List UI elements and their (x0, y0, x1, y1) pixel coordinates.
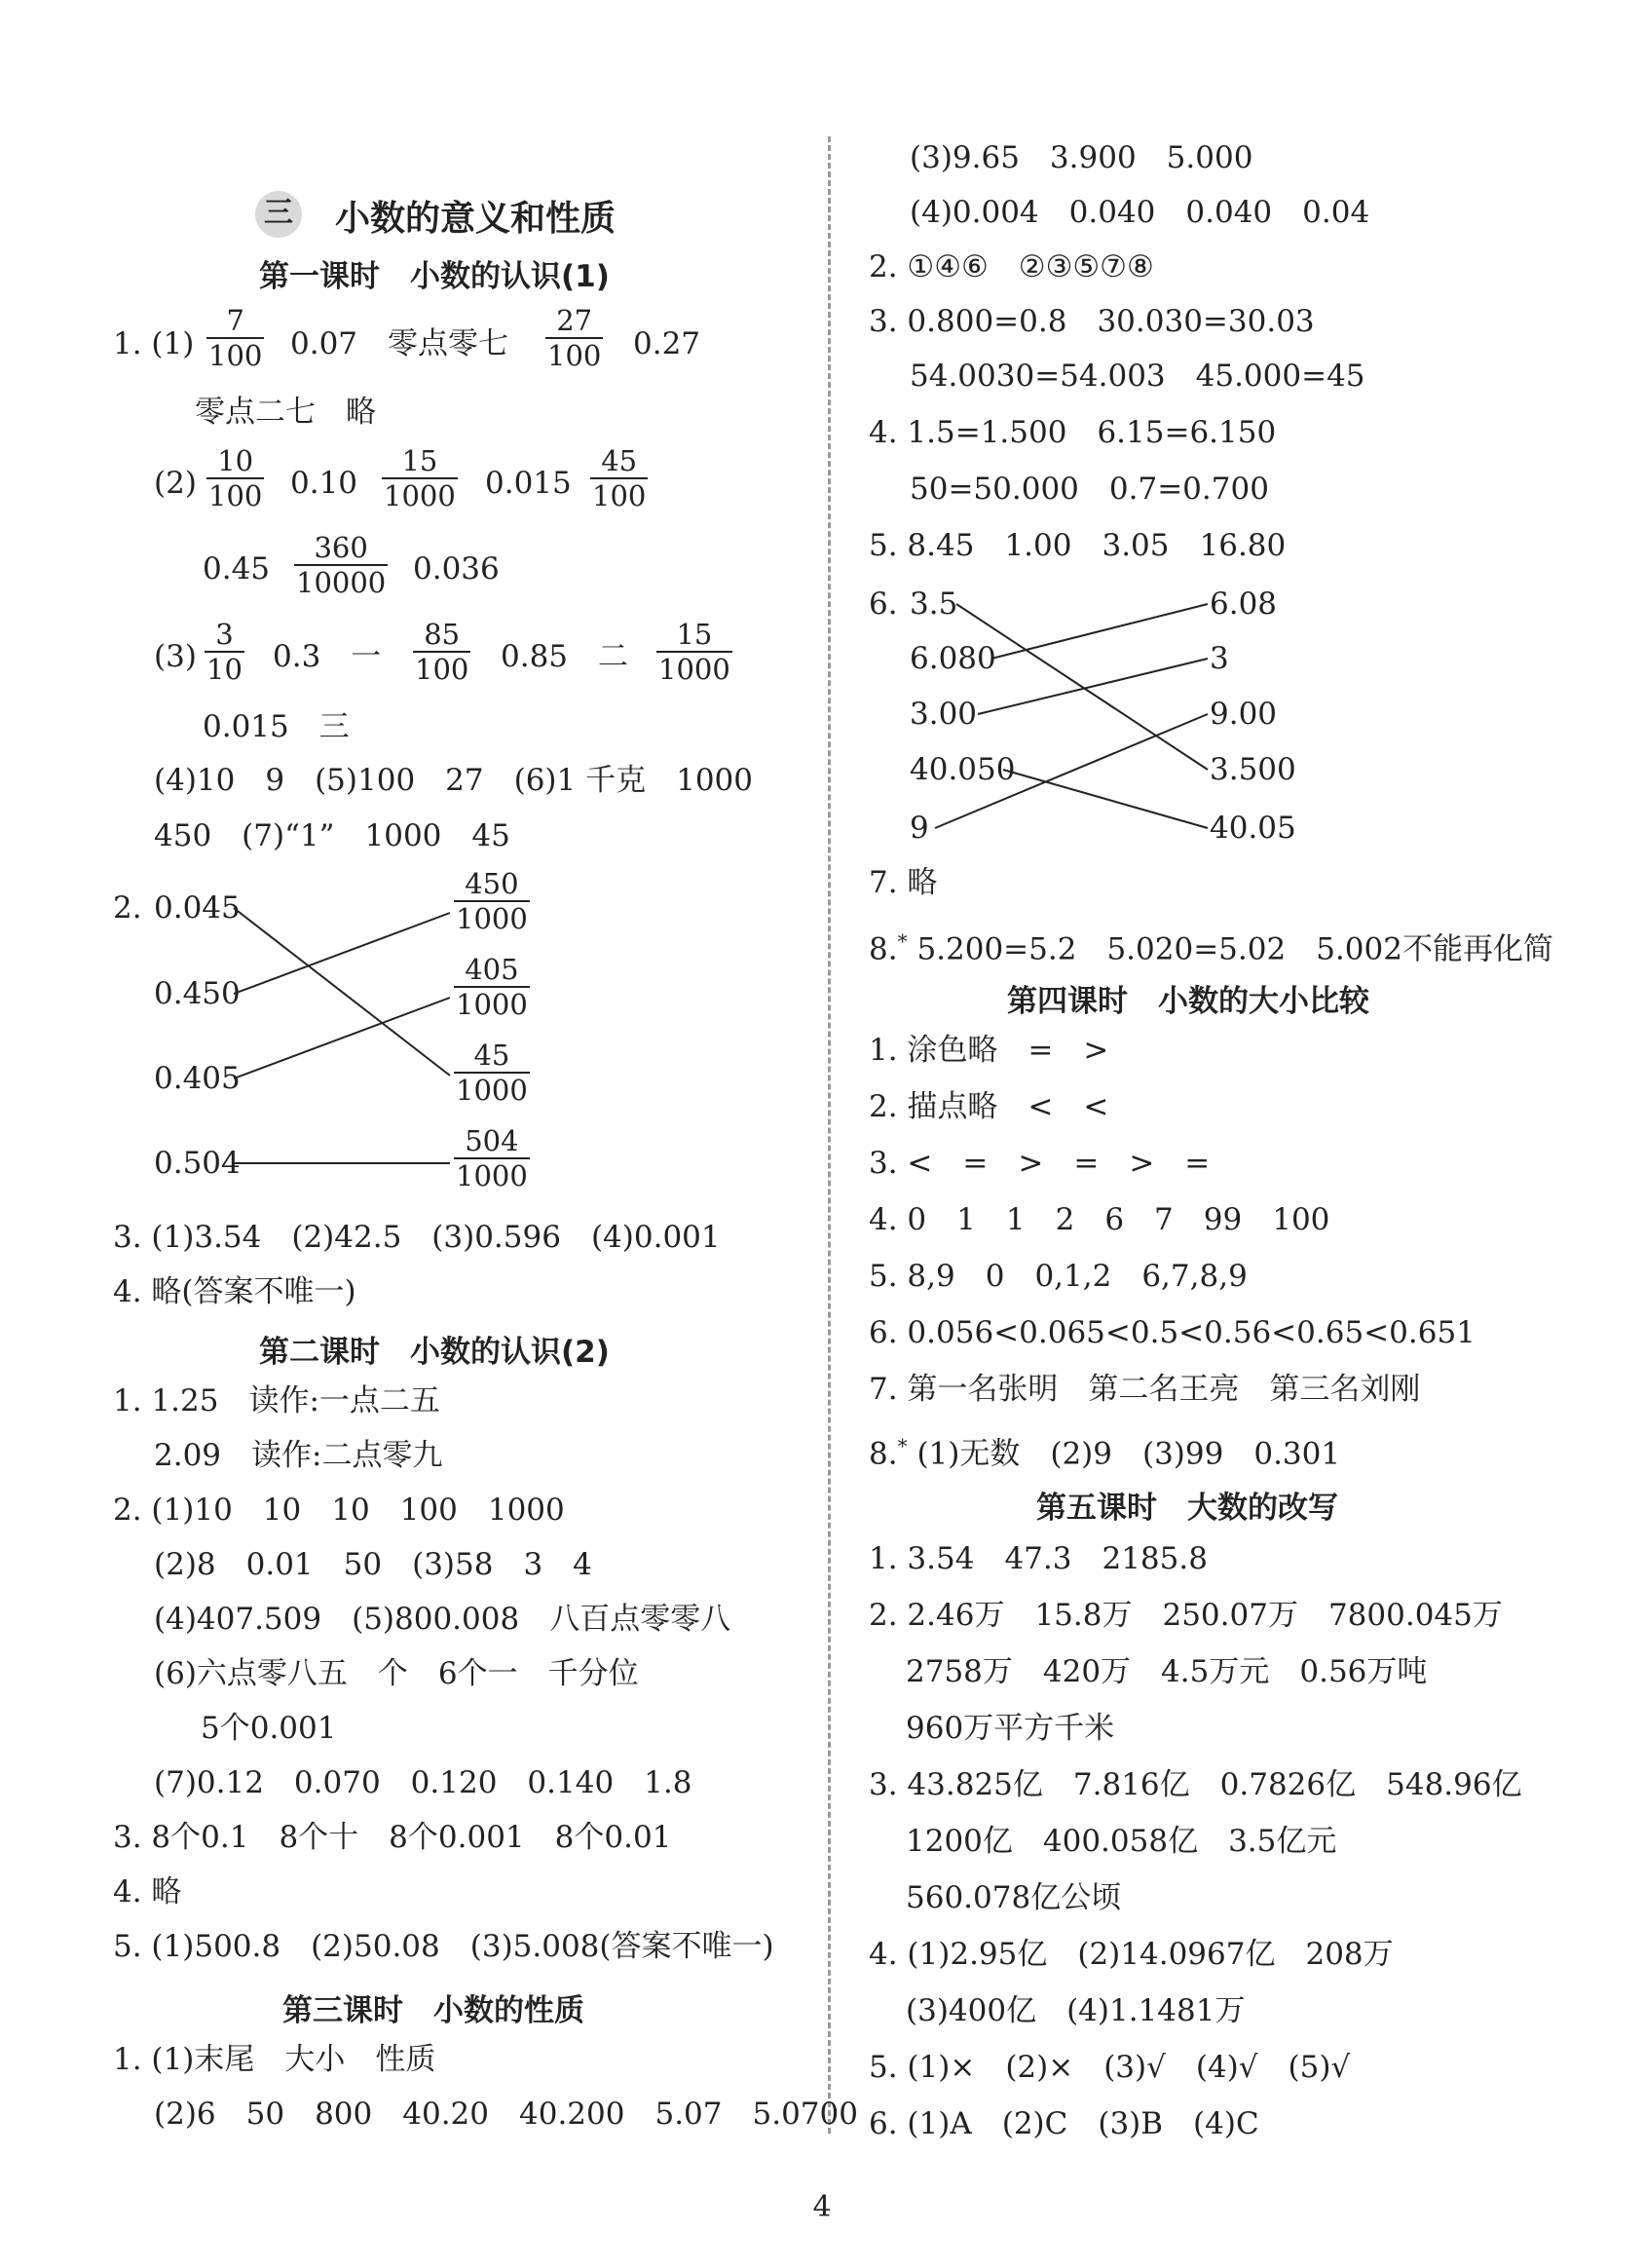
lesson1-title: 第一课时 小数的认识(1) (259, 259, 610, 294)
match-line-q2-2 (234, 913, 450, 994)
l5-line: 3. 43.825亿 7.816亿 0.7826亿 548.96亿 (869, 1767, 1522, 1802)
q6-left-item: 40.050 (910, 752, 1016, 787)
q2-left-item: 0.504 (154, 1146, 241, 1181)
l5-line: 960万平方千米 (906, 1711, 1115, 1746)
q6-left-item: 6.080 (910, 641, 996, 676)
q6-left-item: 9 (910, 811, 929, 846)
l5-line: 2. 2.46万 15.8万 250.07万 7800.045万 (869, 1598, 1503, 1633)
fraction: 15 1000 (384, 444, 456, 512)
match-line-q2-3 (234, 998, 450, 1078)
q6-right-item: 40.05 (1210, 811, 1296, 846)
l2-line: 2.09 读作:二点零九 (154, 1438, 443, 1473)
r-q7: 7. 略 (869, 865, 938, 900)
l5-line: 560.078亿公顷 (906, 1880, 1122, 1915)
q2-right-fraction: 450 1000 (456, 867, 528, 935)
r-line: 3. 0.800=0.8 30.030=30.03 (869, 304, 1315, 339)
l1-q1a-mid: 0.07 零点零七 (290, 326, 509, 361)
l4-line: 7. 第一名张明 第二名王亮 第三名刘刚 (869, 1372, 1421, 1407)
l5-line: 5. (1)× (2)× (3)√ (4)√ (5)√ (869, 2050, 1351, 2085)
l4-q8: 8.* (1)无数 (2)9 (3)99 0.301 (869, 1434, 1341, 1472)
l5-line: 2758万 420万 4.5万元 0.56万吨 (906, 1654, 1428, 1689)
q2-right-fraction: 504 1000 (456, 1124, 528, 1192)
l5-line: 4. (1)2.95亿 (2)14.0967亿 208万 (869, 1937, 1394, 1972)
chapter-title: 小数的意义和性质 (335, 199, 616, 239)
l4-line: 3. < = > = > = (869, 1146, 1211, 1181)
l3-line: (2)6 50 800 40.20 40.200 5.07 5.0700 (154, 2097, 858, 2132)
r-line: 5. 8.45 1.00 3.05 16.80 (869, 528, 1287, 563)
q2-left-item: 0.405 (154, 1061, 241, 1096)
lesson5-title: 第五课时 大数的改写 (1036, 1491, 1338, 1526)
lesson4-title: 第四课时 小数的大小比较 (1007, 984, 1369, 1019)
r-line: 2. ①④⑥ ②③⑤⑦⑧ (869, 249, 1154, 284)
lesson2-title: 第二课时 小数的认识(2) (259, 1335, 610, 1370)
fraction: 27 100 (547, 304, 602, 372)
fraction: 85 100 (415, 618, 469, 686)
fraction: 15 1000 (658, 618, 730, 686)
l1-q1b2-prefix: 0.45 (203, 551, 271, 586)
l1-q1b-prefix: (2) (154, 466, 197, 501)
fraction: 3 10 (206, 618, 243, 686)
q2-left-item: 0.450 (154, 976, 241, 1011)
l2-line: 4. 略 (113, 1874, 182, 1909)
q6-right-item: 6.08 (1210, 586, 1278, 622)
l2-line: 5个0.001 (201, 1711, 337, 1746)
page-number: 4 (812, 2190, 832, 2224)
l1-q1b2-post: 0.036 (413, 551, 500, 586)
l1-q2-label: 2. (113, 890, 142, 926)
chapter-number-badge: 三 (255, 191, 302, 238)
l1-q1a-prefix: 1. (1) (113, 326, 195, 361)
r-line: 4. 1.5=1.500 6.15=6.150 (869, 415, 1277, 450)
match-line-q6-3 (978, 659, 1208, 714)
q6-right-item: 9.00 (1210, 697, 1278, 732)
r-q8: 8.* 5.200=5.2 5.020=5.02 5.002不能再化简 (869, 929, 1553, 967)
l1-q1d: (4)10 9 (5)100 27 (6)1 千克 1000 (154, 763, 753, 798)
l2-line: (6)六点零八五 个 6个一 千分位 (154, 1656, 639, 1691)
l1-q1b-m1: 0.10 (290, 466, 358, 501)
l2-line: 1. 1.25 读作:一点二五 (113, 1383, 440, 1418)
r-line: 54.0030=54.003 45.000=45 (910, 359, 1365, 394)
q6-left-item: 3.5 (910, 586, 958, 622)
l1-q1c-m2: 0.85 二 (501, 639, 629, 674)
l1-q1b-m2: 0.015 (485, 466, 572, 501)
l2-line: 3. 8个0.1 8个十 8个0.001 8个0.01 (113, 1820, 672, 1855)
lesson3-title: 第三课时 小数的性质 (282, 1993, 584, 2028)
fraction: 7 100 (208, 304, 263, 372)
fraction: 10 100 (208, 444, 263, 512)
l5-line: 6. (1)A (2)C (3)B (4)C (869, 2106, 1259, 2141)
l4-line: 6. 0.056<0.065<0.5<0.56<0.65<0.651 (869, 1315, 1476, 1350)
l1-q1c-m1: 0.3 一 (273, 639, 382, 674)
l1-q1c-line2: 0.015 三 (203, 709, 350, 744)
l1-q1a-post: 0.27 (633, 326, 701, 361)
l1-q1e: 450 (7)“1” 1000 45 (154, 818, 510, 853)
fraction: 45 100 (592, 444, 647, 512)
l4-line: 4. 0 1 1 2 6 7 99 100 (869, 1202, 1330, 1237)
match-line-q6-4 (1003, 770, 1208, 828)
match-line-q2-1 (234, 908, 450, 1076)
r-line: 50=50.000 0.7=0.700 (910, 472, 1269, 507)
r-line: (4)0.004 0.040 0.040 0.04 (910, 195, 1370, 230)
l4-line: 1. 涂色略 = > (869, 1033, 1109, 1068)
r-line: (3)9.65 3.900 5.000 (910, 140, 1253, 175)
l5-line: 1200亿 400.058亿 3.5亿元 (906, 1824, 1337, 1859)
l4-line: 2. 描点略 < < (869, 1089, 1109, 1124)
l5-line: (3)400亿 (4)1.1481万 (906, 1993, 1246, 2028)
q2-right-fraction: 45 1000 (456, 1039, 528, 1107)
l1-q1a-line2: 零点二七 略 (195, 395, 376, 430)
match-line-q6-1 (956, 604, 1208, 770)
l2-line: 5. (1)500.8 (2)50.08 (3)5.008(答案不唯一) (113, 1929, 774, 1964)
l1-q1c-prefix: (3) (154, 639, 197, 674)
q2-left-item: 0.045 (154, 890, 241, 926)
l2-line: (7)0.12 0.070 0.120 0.140 1.8 (154, 1765, 692, 1800)
q6-right-item: 3 (1210, 641, 1229, 676)
q6-label: 6. (869, 586, 898, 622)
l4-line: 5. 8,9 0 0,1,2 6,7,8,9 (869, 1259, 1248, 1294)
l2-line: (4)407.509 (5)800.008 八百点零零八 (154, 1602, 731, 1637)
q6-left-item: 3.00 (910, 697, 978, 732)
l1-q4: 4. 略(答案不唯一) (113, 1274, 356, 1309)
l2-line: 2. (1)10 10 10 100 1000 (113, 1493, 565, 1528)
l1-q3: 3. (1)3.54 (2)42.5 (3)0.596 (4)0.001 (113, 1220, 721, 1255)
fraction: 360 10000 (296, 531, 387, 599)
match-line-q6-2 (991, 604, 1208, 659)
l2-line: (2)8 0.01 50 (3)58 3 4 (154, 1547, 592, 1582)
q2-right-fraction: 405 1000 (456, 953, 528, 1021)
l5-line: 1. 3.54 47.3 2185.8 (869, 1541, 1208, 1576)
l3-line: 1. (1)末尾 大小 性质 (113, 2042, 436, 2077)
q6-right-item: 3.500 (1210, 752, 1296, 787)
